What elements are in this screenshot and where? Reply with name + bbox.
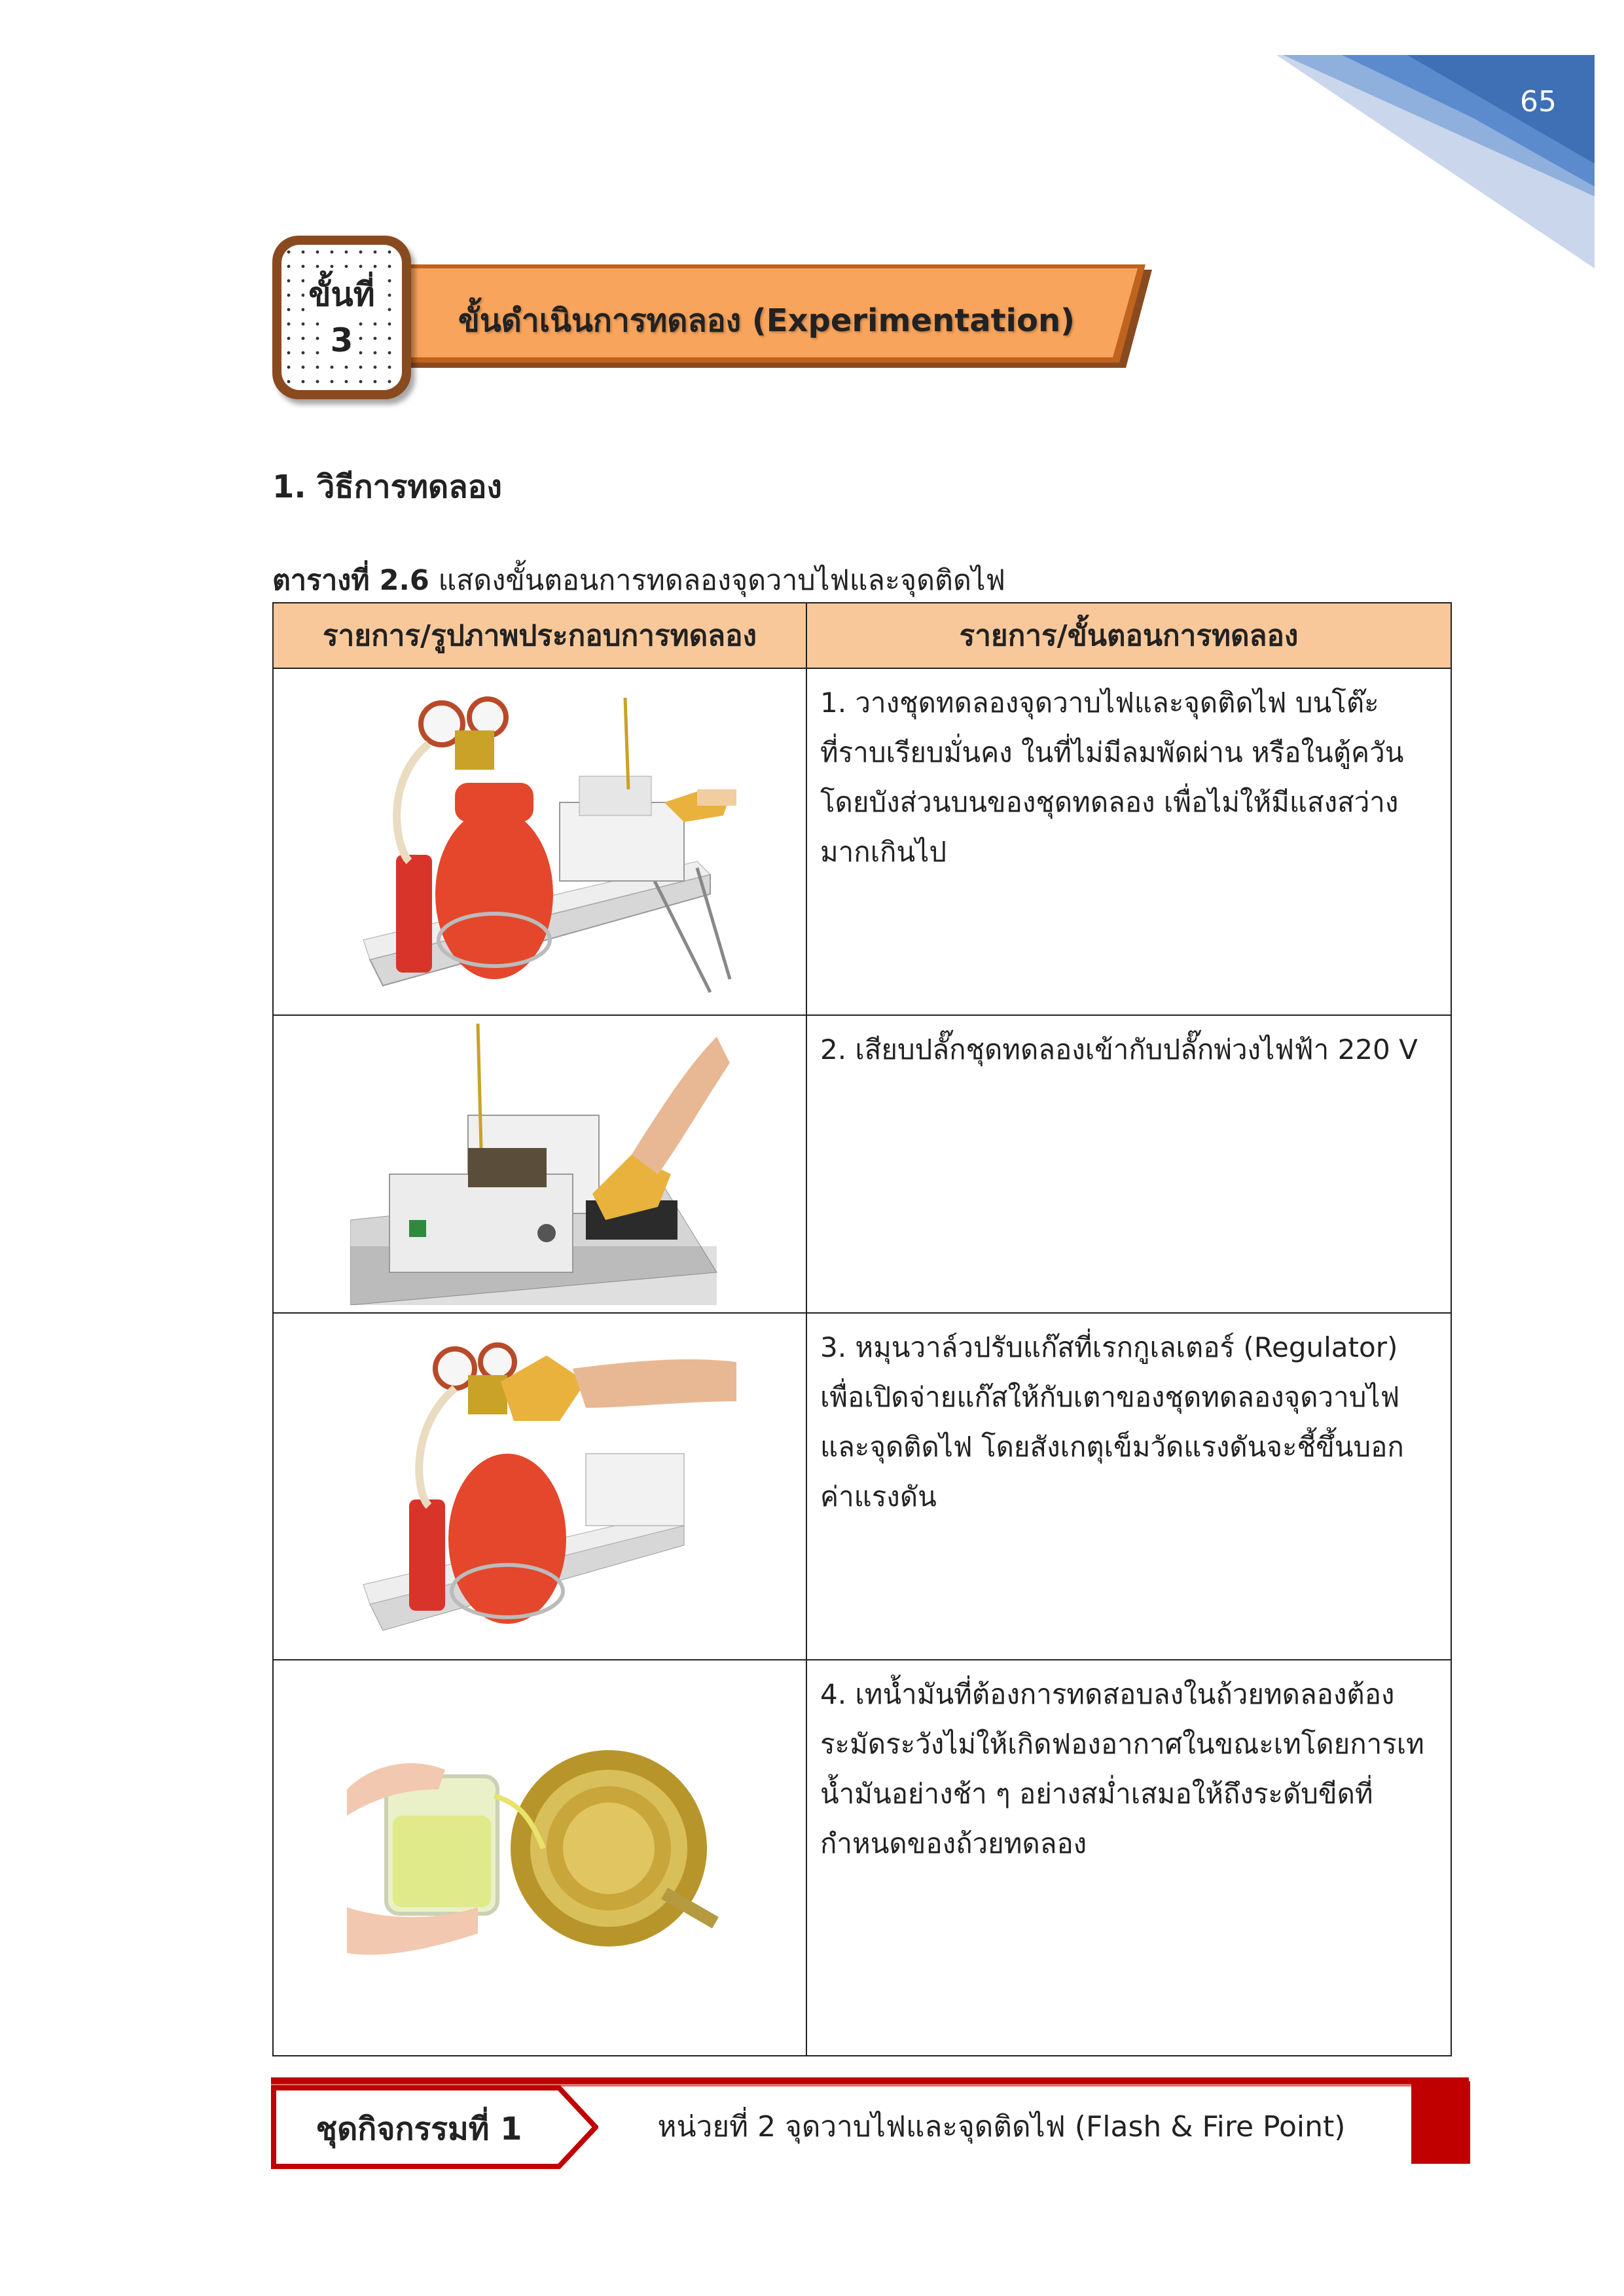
footer-red-block [1411, 2081, 1470, 2164]
photo-turning-regulator [344, 1329, 736, 1643]
steps-table [272, 602, 1452, 2056]
step-title: ขั้นดำเนินการทดลอง (Experimentation) [458, 302, 1075, 339]
header-images: รายการ/รูปภาพประกอบการทดลอง [273, 603, 806, 668]
step-text-cell: 2. เสียบปลั๊กชุดทดลองเข้ากับปลั๊กพ่วงไฟฟ้า 220 V [806, 1015, 1451, 1313]
table-caption-label: ตารางที่ 2.6 [272, 564, 429, 597]
table-row [273, 1660, 1451, 2056]
photo-plugging-in [350, 1024, 730, 1305]
image-cell [273, 668, 806, 1015]
step-number: 3 [327, 317, 357, 363]
footer-unit-text: หน่วยที่ 2 จุดวาบไฟและจุดติดไฟ (Flash & Fire Point) [657, 2110, 1346, 2144]
corner-decoration [0, 0, 1624, 275]
section-heading: 1. วิธีการทดลอง [272, 469, 502, 505]
image-cell [273, 1313, 806, 1660]
table-row [273, 1015, 1451, 1313]
header-steps: รายการ/ขั้นตอนการทดลอง [806, 603, 1451, 668]
table-row [273, 668, 1451, 1015]
step-badge [272, 236, 411, 399]
page-number: 65 [1520, 85, 1557, 118]
image-cell [273, 1015, 806, 1313]
image-cell [273, 1660, 806, 2056]
table-row [273, 1313, 1451, 1660]
photo-test-kit-setup [344, 678, 736, 1005]
photo-pouring-oil [347, 1750, 733, 1966]
table-caption [272, 558, 1005, 602]
step-text-cell: 4. เทน้ำมันที่ต้องการทดสอบลงในถ้วยทดลองต้องระมัดระวังไม่ให้เกิดฟองอากาศในขณะเทโดยการเทน้ำมันอย่างช้า ๆ อย่างสม่ำเสมอให้ถึงระดับขีดที่กำหนดของถ้วยทดลอง [806, 1660, 1451, 2056]
table-caption-text: แสดงขั้นตอนการทดลองจุดวาบไฟและจุดติดไฟ [429, 564, 1005, 597]
footer-activity-label: ชุดกิจกรรมที่ 1 [316, 2111, 522, 2147]
step-label: ขั้นที่ [304, 272, 378, 317]
table-header-row [273, 603, 1451, 668]
step-text-cell: 1. วางชุดทดลองจุดวาบไฟและจุดติดไฟ บนโต๊ะที่ราบเรียบมั่นคง ในที่ไม่มีลมพัดผ่าน หรือในตู้ควันโดยบังส่วนบนของชุดทดลอง เพื่อไม่ให้มีแสงสว่างมากเกินไป [806, 668, 1451, 1015]
step-text-cell: 3. หมุนวาล์วปรับแก๊สที่เรกกูเลเตอร์ (Regulator) เพื่อเปิดจ่ายแก๊สให้กับเตาของชุดทดลองจุดวาบไฟและจุดติดไฟ โดยสังเกตุเข็มวัดแรงดันจะชี้ขึ้นบอกค่าแรงดัน [806, 1313, 1451, 1660]
